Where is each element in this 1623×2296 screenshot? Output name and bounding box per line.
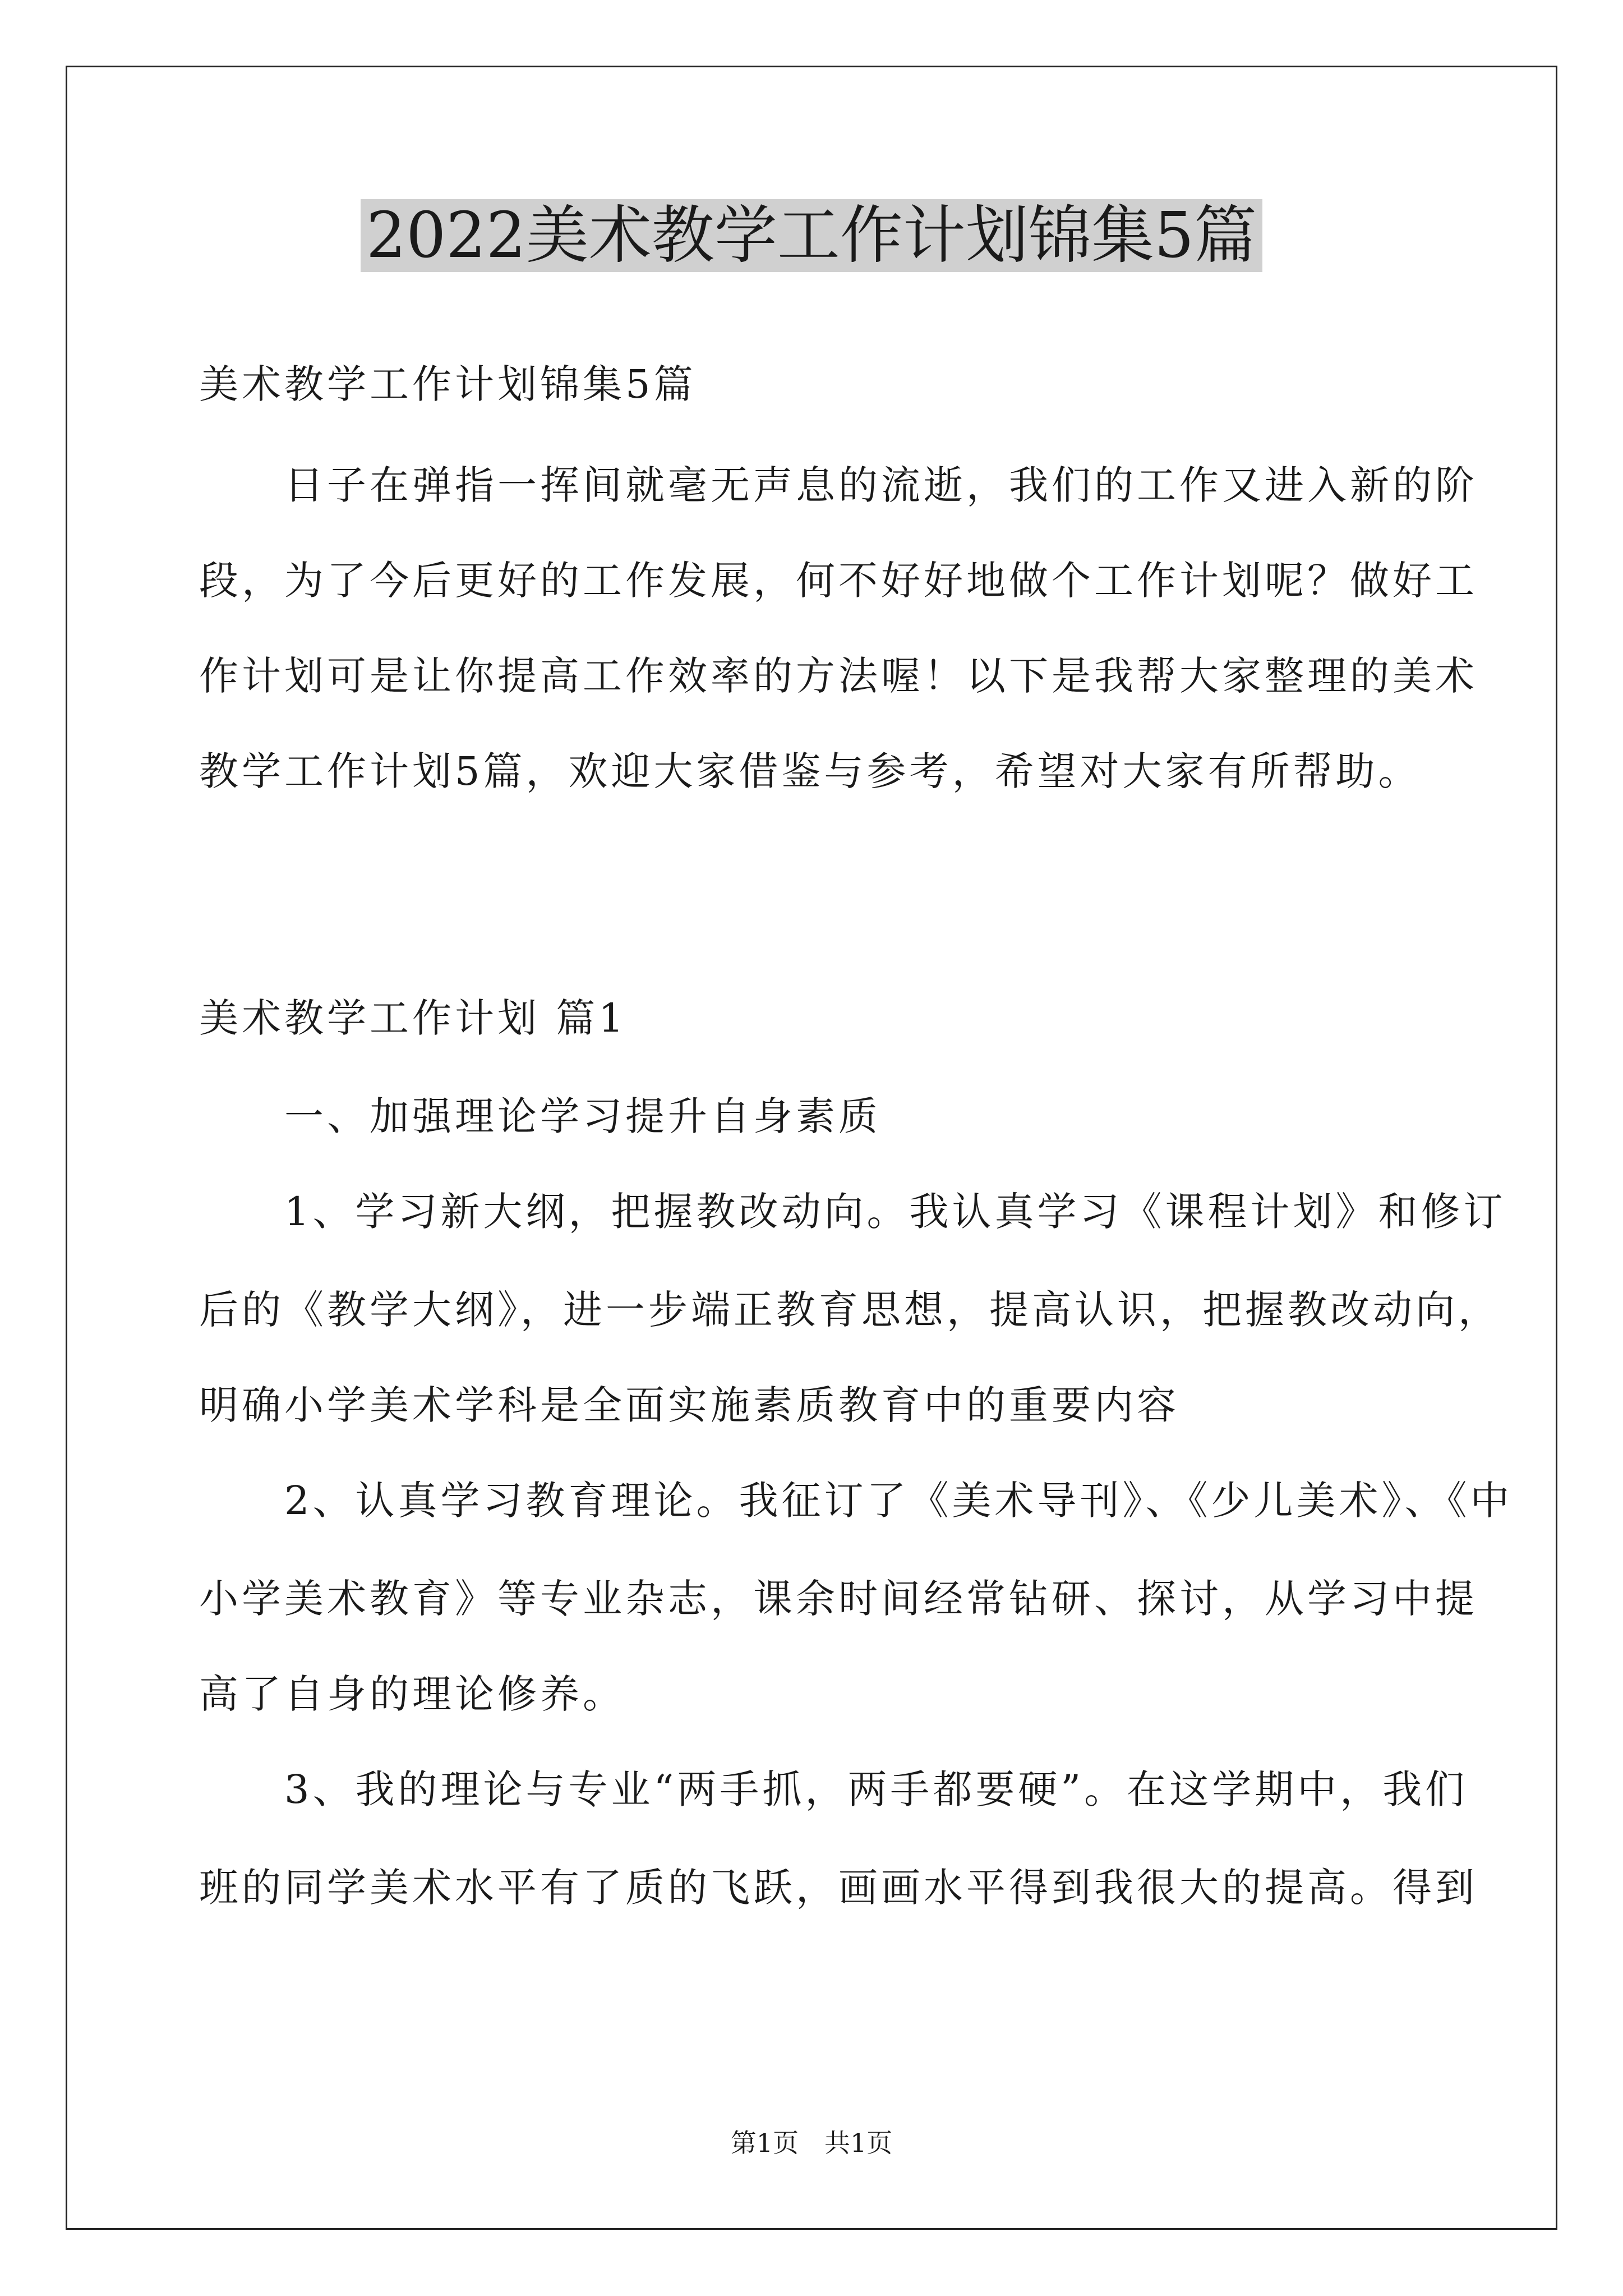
text-line: 段，为了今后更好的工作发展，何不好好地做个工作计划呢？做好工: [199, 558, 1478, 604]
text-line: 作计划可是让你提高工作效率的方法喔！以下是我帮大家整理的美术: [199, 653, 1478, 699]
text-line: 小学美术教育》等专业杂志，课余时间经常钻研、探讨，从学习中提: [199, 1576, 1478, 1622]
text-line: 一、加强理论学习提升自身素质: [199, 1093, 881, 1139]
text-line: 班的同学美术水平有了质的飞跃，画画水平得到我很大的提高。得到: [199, 1865, 1478, 1911]
text-line: 后的《教学大纲》，进一步端正教育思想，提高认识，把握教改动向，: [199, 1287, 1501, 1333]
section-heading: 美术教学工作计划 篇1: [199, 995, 627, 1041]
subtitle-line: 美术教学工作计划锦集5篇: [199, 361, 697, 407]
text-line: 明确小学美术学科是全面实施素质教育中的重要内容: [199, 1382, 1179, 1428]
text-line: 2、认真学习教育理论。我征订了《美术导刊》、《少儿美术》、《中: [199, 1478, 1513, 1524]
text-line: 3、我的理论与专业“两手抓，两手都要硬”。在这学期中，我们: [199, 1766, 1468, 1812]
text-line: 教学工作计划5篇，欢迎大家借鉴与参考，希望对大家有所帮助。: [199, 748, 1421, 794]
page-footer: 第1页 共1页: [730, 2128, 893, 2158]
text-line: 1、学习新大纲，把握教改动向。我认真学习《课程计划》和修订: [199, 1189, 1506, 1235]
text-line: 高了自身的理论修养。: [199, 1671, 625, 1717]
text-line: 日子在弹指一挥间就毫无声息的流逝，我们的工作又进入新的阶: [199, 462, 1478, 508]
document-title: 2022美术教学工作计划锦集5篇: [0, 194, 1623, 278]
